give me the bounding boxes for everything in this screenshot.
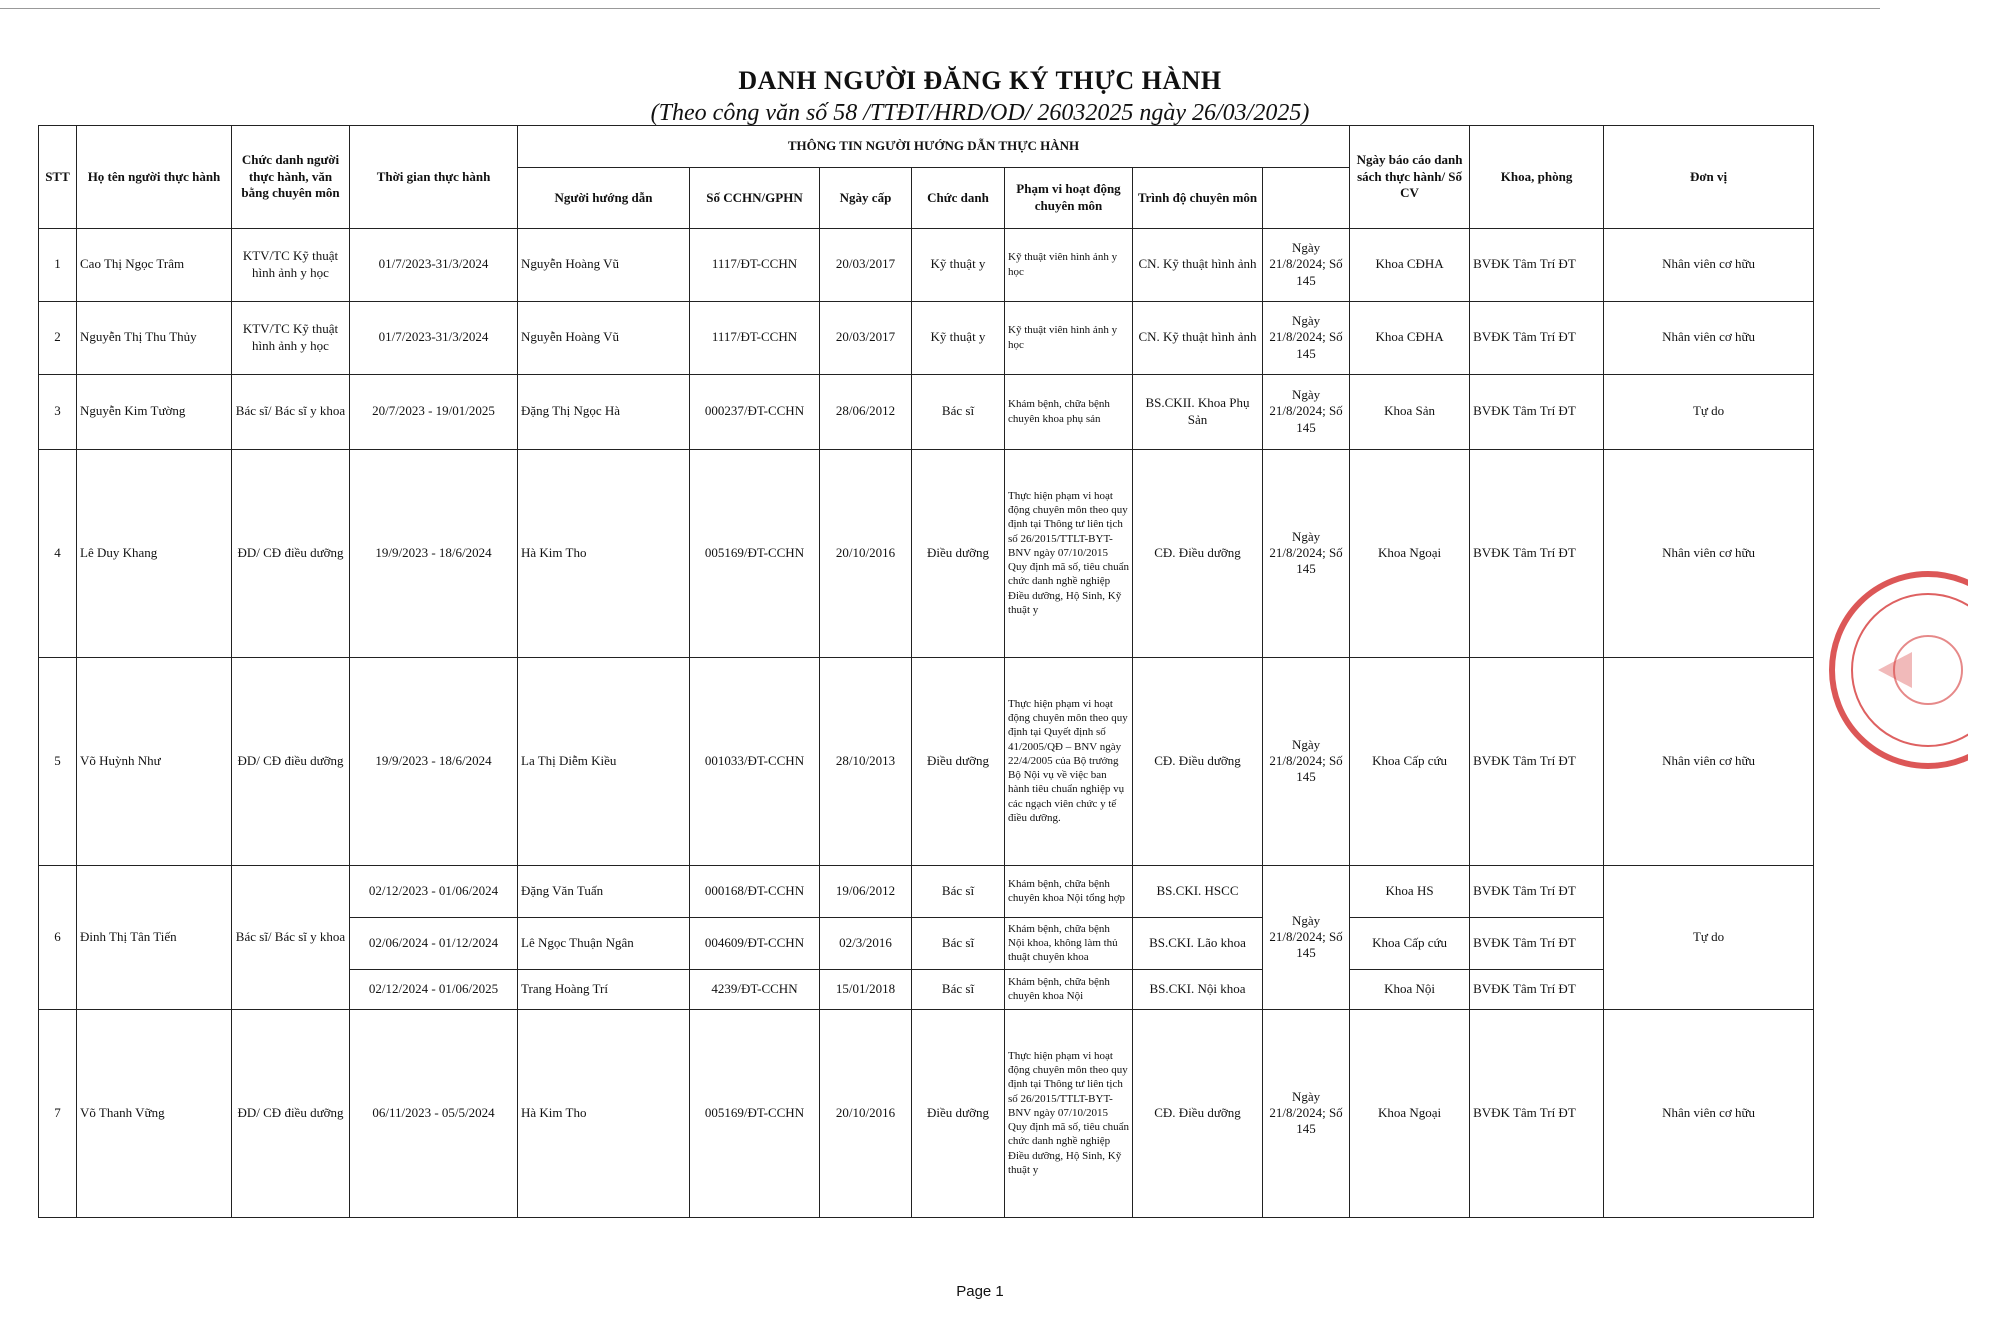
cell-note: Nhân viên cơ hữu [1604,301,1814,374]
header-dept: Khoa, phòng [1470,126,1604,229]
table-row [39,301,1814,374]
cell-scope: Kỹ thuật viên hình ảnh y học [1005,301,1133,374]
cell-unit: BVĐK Tâm Trí ĐT [1470,917,1604,969]
cell-dept: Khoa Ngoại [1350,1009,1470,1217]
red-stamp-icon [1808,560,1968,780]
cell-title: ĐD/ CĐ điều dưỡng [232,1009,350,1217]
cell-unit: BVĐK Tâm Trí ĐT [1470,969,1604,1009]
table-row [39,449,1814,657]
cell-title: Bác sĩ/ Bác sĩ y khoa [232,374,350,449]
cell-stt: 6 [39,865,77,1009]
cell-dept: Khoa Cấp cứu [1350,657,1470,865]
cell-stt: 1 [39,228,77,301]
cell-report: Ngày 21/8/2024; Số 145 [1263,301,1350,374]
cell-name: Cao Thị Ngọc Trâm [77,228,232,301]
cell-name: Lê Duy Khang [77,449,232,657]
cell-level: BS.CKI. Lão khoa [1133,917,1263,969]
cell-scope: Thực hiện phạm vi hoạt động chuyên môn theo quy định tại Quyết định số 41/2005/QĐ – BNV ngày 22/4/2005 của Bộ trưởng Bộ Nội vụ về việc ban hành tiêu chuẩn nghiệp vụ các ngạch viên chức y tế điều dưỡng. [1005,657,1133,865]
cell-issue-date: 20/10/2016 [820,449,912,657]
cell-mentor-title: Bác sĩ [912,374,1005,449]
table-row [39,865,1814,917]
cell-title: ĐD/ CĐ điều dưỡng [232,449,350,657]
cell-level: CĐ. Điều dưỡng [1133,449,1263,657]
cell-level: CN. Kỹ thuật hình ảnh [1133,301,1263,374]
header-name: Họ tên người thực hành [77,126,232,229]
cell-mentor-title: Điều dưỡng [912,657,1005,865]
cell-issue-date: 19/06/2012 [820,865,912,917]
cell-mentor: Hà Kim Tho [518,449,690,657]
cell-report: Ngày 21/8/2024; Số 145 [1263,657,1350,865]
cell-level: BS.CKII. Khoa Phụ Sản [1133,374,1263,449]
cell-dept: Khoa Cấp cứu [1350,917,1470,969]
red-stamp [1808,560,1968,780]
cell-issue-date: 15/01/2018 [820,969,912,1009]
header-period: Thời gian thực hành [350,126,518,229]
header-issue-date: Ngày cấp [820,168,912,228]
cell-license: 1117/ĐT-CCHN [690,301,820,374]
cell-report: Ngày 21/8/2024; Số 145 [1263,374,1350,449]
cell-report: Ngày 21/8/2024; Số 145 [1263,228,1350,301]
header-report: Ngày báo cáo danh sách thực hành/ Số CV [1350,126,1470,229]
cell-name: Nguyễn Thị Thu Thủy [77,301,232,374]
cell-mentor-title: Bác sĩ [912,969,1005,1009]
cell-mentor-title: Kỹ thuật y [912,228,1005,301]
cell-mentor: Lê Ngọc Thuận Ngân [518,917,690,969]
cell-unit: BVĐK Tâm Trí ĐT [1470,865,1604,917]
scan-top-line [0,8,1880,9]
cell-dept: Khoa HS [1350,865,1470,917]
cell-name: Đinh Thị Tân Tiến [77,865,232,1009]
cell-level: CN. Kỹ thuật hình ảnh [1133,228,1263,301]
cell-scope: Khám bệnh, chữa bệnh chuyên khoa Nội [1005,969,1133,1009]
header-stt: STT [39,126,77,229]
cell-period: 20/7/2023 - 19/01/2025 [350,374,518,449]
table-row [39,657,1814,865]
cell-scope: Khám bệnh, chữa bệnh chuyên khoa Nội tổng hợp [1005,865,1133,917]
cell-license: 1117/ĐT-CCHN [690,228,820,301]
cell-note: Nhân viên cơ hữu [1604,1009,1814,1217]
header-mentor-group: THÔNG TIN NGƯỜI HƯỚNG DẪN THỰC HÀNH [518,126,1350,168]
cell-license: 005169/ĐT-CCHN [690,449,820,657]
page-number: Page 1 [956,1283,1004,1300]
cell-note: Nhân viên cơ hữu [1604,449,1814,657]
cell-mentor: Hà Kim Tho [518,1009,690,1217]
cell-level: BS.CKI. Nội khoa [1133,969,1263,1009]
header-mentor: Người hướng dẫn [518,168,690,228]
cell-mentor: Nguyễn Hoàng Vũ [518,301,690,374]
cell-note: Nhân viên cơ hữu [1604,657,1814,865]
cell-issue-date: 28/06/2012 [820,374,912,449]
table-row [39,1009,1814,1217]
cell-stt: 5 [39,657,77,865]
cell-report: Ngày 21/8/2024; Số 145 [1263,449,1350,657]
cell-unit: BVĐK Tâm Trí ĐT [1470,301,1604,374]
cell-level: CĐ. Điều dưỡng [1133,1009,1263,1217]
cell-license: 005169/ĐT-CCHN [690,1009,820,1217]
cell-unit: BVĐK Tâm Trí ĐT [1470,657,1604,865]
cell-mentor-title: Điều dưỡng [912,1009,1005,1217]
header-license: Số CCHN/GPHN [690,168,820,228]
header-title: Chức danh người thực hành, văn bằng chuyên môn [232,126,350,229]
header-unit: Đơn vị [1604,126,1814,229]
header-level: Trình độ chuyên môn [1133,168,1263,228]
cell-title: ĐD/ CĐ điều dưỡng [232,657,350,865]
cell-license: 004609/ĐT-CCHN [690,917,820,969]
cell-period: 19/9/2023 - 18/6/2024 [350,657,518,865]
cell-scope: Kỹ thuật viên hình ảnh y học [1005,228,1133,301]
cell-issue-date: 28/10/2013 [820,657,912,865]
cell-note: Nhân viên cơ hữu [1604,228,1814,301]
cell-unit: BVĐK Tâm Trí ĐT [1470,449,1604,657]
cell-dept: Khoa Sản [1350,374,1470,449]
cell-issue-date: 02/3/2016 [820,917,912,969]
cell-name: Võ Huỳnh Như [77,657,232,865]
cell-stt: 4 [39,449,77,657]
cell-title: KTV/TC Kỹ thuật hình ảnh y học [232,228,350,301]
cell-unit: BVĐK Tâm Trí ĐT [1470,374,1604,449]
cell-period: 02/12/2024 - 01/06/2025 [350,969,518,1009]
cell-note: Tự do [1604,865,1814,1009]
cell-license: 000237/ĐT-CCHN [690,374,820,449]
cell-note: Tự do [1604,374,1814,449]
cell-level: CĐ. Điều dưỡng [1133,657,1263,865]
cell-period: 02/12/2023 - 01/06/2024 [350,865,518,917]
cell-license: 4239/ĐT-CCHN [690,969,820,1009]
cell-mentor-title: Điều dưỡng [912,449,1005,657]
cell-name: Nguyễn Kim Tường [77,374,232,449]
cell-stt: 7 [39,1009,77,1217]
cell-mentor-title: Bác sĩ [912,917,1005,969]
cell-unit: BVĐK Tâm Trí ĐT [1470,1009,1604,1217]
cell-period: 02/06/2024 - 01/12/2024 [350,917,518,969]
cell-unit: BVĐK Tâm Trí ĐT [1470,228,1604,301]
cell-mentor-title: Bác sĩ [912,865,1005,917]
practitioner-table [38,125,1814,1218]
cell-period: 06/11/2023 - 05/5/2024 [350,1009,518,1217]
cell-scope: Thực hiện phạm vi hoạt động chuyên môn theo quy định tại Thông tư liên tịch số 26/2015/TTLT-BYT-BNV ngày 07/10/2015 Quy định mã số, tiêu chuẩn chức danh nghề nghiệp Điều dưỡng, Hộ Sinh, Kỹ thuật y [1005,1009,1133,1217]
cell-issue-date: 20/03/2017 [820,228,912,301]
cell-mentor: La Thị Diễm Kiều [518,657,690,865]
cell-report: Ngày 21/8/2024; Số 145 [1263,865,1350,1009]
cell-dept: Khoa CĐHA [1350,301,1470,374]
header-mentor-title: Chức danh [912,168,1005,228]
table-row [39,228,1814,301]
cell-stt: 3 [39,374,77,449]
cell-report: Ngày 21/8/2024; Số 145 [1263,1009,1350,1217]
cell-mentor: Đặng Văn Tuấn [518,865,690,917]
cell-dept: Khoa CĐHA [1350,228,1470,301]
cell-scope: Khám bệnh, chữa bệnh Nội khoa, không làm thủ thuật chuyên khoa [1005,917,1133,969]
cell-mentor: Trang Hoàng Trí [518,969,690,1009]
cell-license: 000168/ĐT-CCHN [690,865,820,917]
cell-mentor: Nguyễn Hoàng Vũ [518,228,690,301]
cell-issue-date: 20/03/2017 [820,301,912,374]
table-row [39,374,1814,449]
header-scope: Phạm vi hoạt động chuyên môn [1005,168,1133,228]
cell-dept: Khoa Nội [1350,969,1470,1009]
cell-scope: Thực hiện phạm vi hoạt động chuyên môn theo quy định tại Thông tư liên tịch số 26/2015/TTLT-BYT-BNV ngày 07/10/2015 Quy định mã số, tiêu chuẩn chức danh nghề nghiệp Điều dưỡng, Hộ Sinh, Kỹ thuật y [1005,449,1133,657]
cell-period: 01/7/2023-31/3/2024 [350,301,518,374]
cell-title: Bác sĩ/ Bác sĩ y khoa [232,865,350,1009]
cell-license: 001033/ĐT-CCHN [690,657,820,865]
cell-stt: 2 [39,301,77,374]
cell-title: KTV/TC Kỹ thuật hình ảnh y học [232,301,350,374]
cell-name: Võ Thanh Vững [77,1009,232,1217]
cell-mentor: Đặng Thị Ngọc Hà [518,374,690,449]
cell-mentor-title: Kỹ thuật y [912,301,1005,374]
page-subtitle: (Theo công văn số 58 /TTĐT/HRD/OD/ 26032025 ngày 26/03/2025) [650,100,1310,126]
cell-level: BS.CKI. HSCC [1133,865,1263,917]
page-title: DANH NGƯỜI ĐĂNG KÝ THỰC HÀNH [738,66,1222,95]
cell-period: 01/7/2023-31/3/2024 [350,228,518,301]
cell-dept: Khoa Ngoại [1350,449,1470,657]
cell-period: 19/9/2023 - 18/6/2024 [350,449,518,657]
cell-issue-date: 20/10/2016 [820,1009,912,1217]
cell-scope: Khám bệnh, chữa bệnh chuyên khoa phụ sản [1005,374,1133,449]
